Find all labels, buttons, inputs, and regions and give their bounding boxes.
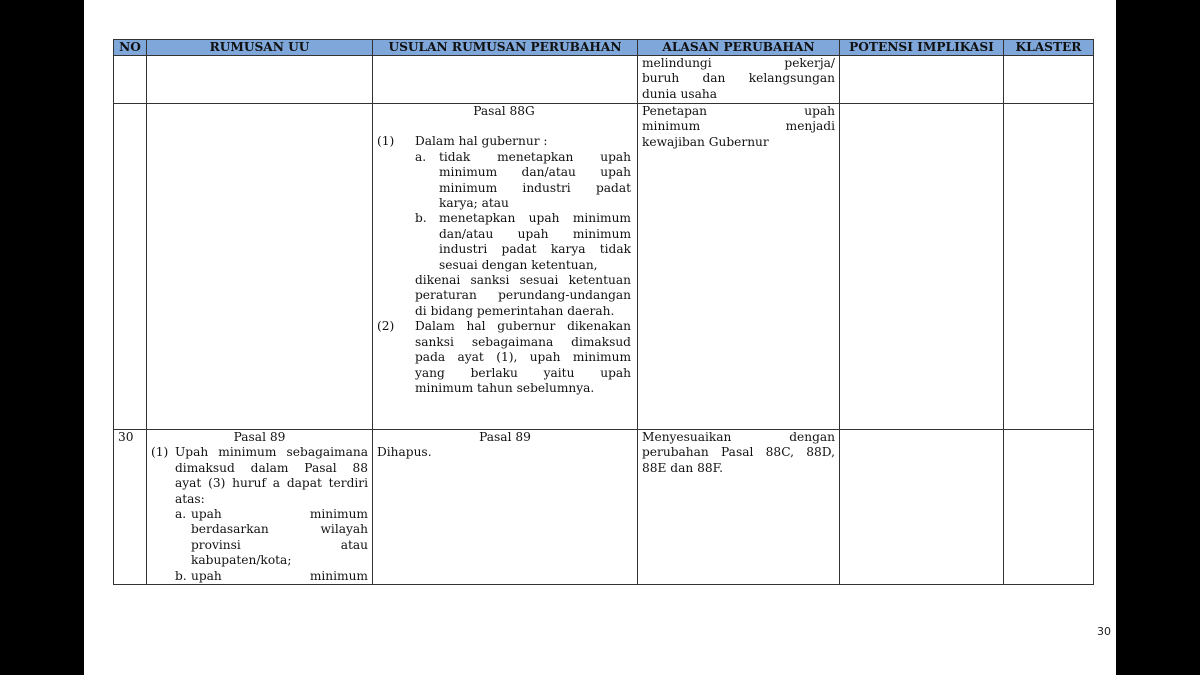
cell-alasan [638,430,840,585]
text-line: dunia usaha [642,86,718,101]
item-label: a. [175,507,187,522]
text-line: tidak menetapkan upah [439,149,631,164]
header-alasan: ALASAN PERUBAHAN [638,40,840,56]
text-line: berdasarkan wilayah [191,522,368,537]
text-line: menetapkan upah minimum [439,211,631,226]
text-line: di bidang pemerintahan daerah. [415,303,615,318]
text-line: upah minimum [191,507,368,522]
cell-rumusan [147,430,373,585]
text-line: Dihapus. [377,445,432,460]
cell-rumusan [147,104,373,430]
text-line: ayat (3) huruf a dapat terdiri [175,476,368,491]
text-line: Dalam hal gubernur : [415,134,548,149]
cell-klaster [1004,56,1094,104]
cell-klaster [1004,430,1094,585]
cell-klaster [1004,104,1094,430]
page-number: 30 [1097,625,1111,638]
text-line: provinsi atau [191,537,368,552]
pasal-title: Pasal 88G [473,104,535,118]
text-line: atas: [175,491,205,506]
item-b [415,211,631,273]
cell-usulan [373,430,638,585]
text-line: Penetapan upah [642,104,835,118]
text-line: Dalam hal gubernur dikenakan [415,319,631,334]
text-line: kewajiban Gubernur [642,134,769,149]
document-page [84,0,1116,675]
item-b [175,569,368,584]
cell-potensi [840,56,1004,104]
pasal-title: Pasal 89 [479,430,531,444]
text-line: 88E dan 88F. [642,460,724,475]
cell-alasan [638,104,840,430]
ayat-1 [377,134,631,319]
text-line: upah minimum [191,568,368,583]
table-row [114,56,1094,104]
cell-potensi [840,430,1004,585]
cell-usulan [373,104,638,430]
text-line: sesuai dengan ketentuan, [439,257,598,272]
text-line: Menyesuaikan dengan [642,430,835,444]
text-line: yang berlaku yaitu upah [415,365,631,380]
text-line: perubahan Pasal 88C, 88D, [642,445,835,460]
text-line: melindungi pekerja/ [642,56,835,70]
table-row [114,430,1094,585]
text-line: minimum menjadi [642,119,835,134]
cell-no [114,56,147,104]
cell-potensi [840,104,1004,430]
header-potensi: POTENSI IMPLIKASI [840,40,1004,56]
text-line: kabupaten/kota; [191,553,292,568]
item-label: b. [175,568,187,583]
ayat-number: (2) [377,319,395,334]
cell-no: 30 [114,430,147,585]
cell-no [114,104,147,430]
text-line: dan/atau upah minimum [439,226,631,241]
table-row [114,104,1094,430]
ayat-2 [377,319,631,396]
text-line: industri padat karya tidak [439,242,631,257]
text-line: peraturan perundang-undangan [415,288,631,303]
cell-alasan [638,56,840,104]
text-line: minimum industri padat [439,180,631,195]
comparison-table [113,39,1094,585]
text-line: dimaksud dalam Pasal 88 [175,460,368,475]
text-line: pada ayat (1), upah minimum [415,350,631,365]
text-line: minimum dan/atau upah [439,165,631,180]
ayat-1 [151,445,368,584]
item-label: b. [415,211,427,226]
header-no: NO [114,40,147,56]
text-line: Upah minimum sebagaimana [175,445,368,460]
text-line: dikenai sanksi sesuai ketentuan [415,273,631,288]
pasal-title: Pasal 89 [233,430,286,444]
ayat-number: (1) [151,445,169,460]
text-line: karya; atau [439,196,509,211]
item-a [415,150,631,212]
cell-usulan [373,56,638,104]
header-rumusan-uu: RUMUSAN UU [147,40,373,56]
header-klaster: KLASTER [1004,40,1094,56]
item-label: a. [415,149,427,164]
text-line: sanksi sebagaimana dimaksud [415,334,631,349]
text-line: minimum tahun sebelumnya. [415,380,595,395]
header-usulan: USULAN RUMUSAN PERUBAHAN [373,40,638,56]
text-line: buruh dan kelangsungan [642,71,835,86]
cell-rumusan [147,56,373,104]
item-a [175,507,368,569]
table-header-row [114,40,1094,56]
ayat-number: (1) [377,134,395,149]
